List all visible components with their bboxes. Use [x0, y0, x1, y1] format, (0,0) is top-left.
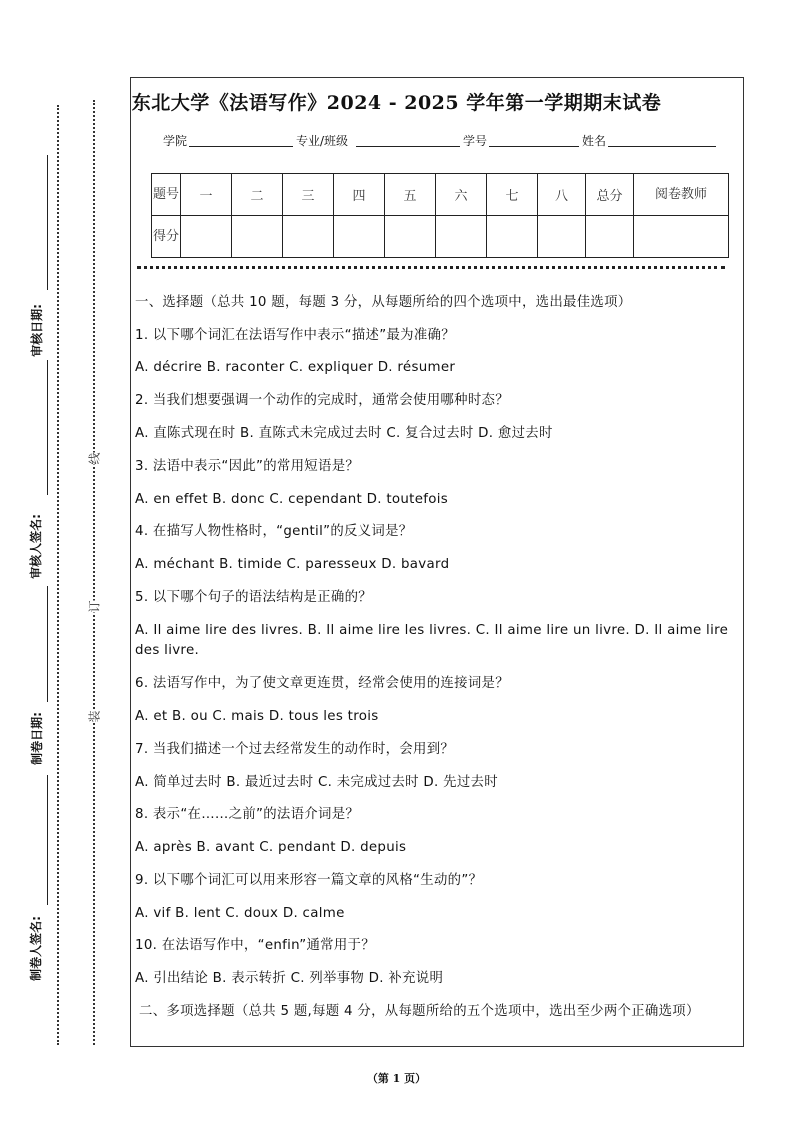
name-field[interactable]: [608, 146, 716, 147]
score-header-7: 七: [487, 174, 538, 216]
answer-8: A. après B. avant C. pendant D. depuis: [135, 840, 407, 855]
question-3: 3. 法语中表示“因此”的常用短语是？: [135, 459, 360, 474]
score-cell-1[interactable]: [181, 216, 232, 258]
score-cell-5[interactable]: [385, 216, 436, 258]
maker-sign-label: 制卷人签名:: [28, 916, 43, 981]
score-header-6: 六: [436, 174, 487, 216]
score-header-5: 五: [385, 174, 436, 216]
question-1: 1. 以下哪个词汇在法语写作中表示“描述”最为准确？: [135, 328, 455, 343]
binding-dotted-line: [93, 100, 95, 1045]
score-row-label: 得分: [152, 216, 181, 258]
make-date-label: 制卷日期:: [29, 712, 44, 765]
score-header-8: 八: [538, 174, 586, 216]
score-header-4: 四: [334, 174, 385, 216]
answer-5: A. Il aime lire des livres. B. Il aime lire les livres. C. Il aime lire un livre. D. Il aime lire des livre.: [135, 623, 729, 658]
score-cell-6[interactable]: [436, 216, 487, 258]
answer-7: A. 简单过去时 B. 最近过去时 C. 未完成过去时 D. 先过去时: [135, 775, 498, 790]
section1-heading: 一、选择题（总共 10 题，每题 3 分，从每题所给的四个选项中，选出最佳选项）: [135, 295, 632, 310]
score-header-total: 总分: [586, 174, 634, 216]
score-cell-grader[interactable]: [634, 216, 729, 258]
answer-6: A. et B. ou C. mais D. tous les trois: [135, 709, 379, 724]
school-label: 学院: [163, 134, 188, 148]
score-cell-total[interactable]: [586, 216, 634, 258]
answer-1: A. décrire B. raconter C. expliquer D. résumer: [135, 360, 456, 375]
major-field[interactable]: [356, 146, 460, 147]
maker-sign-line: [47, 775, 48, 905]
review-date-label: 审核日期:: [29, 304, 44, 357]
answer-4: A. méchant B. timide C. paresseux D. bavard: [135, 557, 450, 572]
major-label: 专业/班级: [296, 134, 349, 148]
score-header-3: 三: [283, 174, 334, 216]
id-field[interactable]: [489, 146, 579, 147]
answer-2: A. 直陈式现在时 B. 直陈式未完成过去时 C. 复合过去时 D. 愈过去时: [135, 426, 553, 441]
question-5: 5. 以下哪个句子的语法结构是正确的？: [135, 590, 372, 605]
section-divider: [137, 266, 725, 269]
review-date-line: [47, 155, 48, 290]
left-dotted-border: [57, 105, 59, 1045]
score-header-number: 题号: [152, 174, 181, 216]
binding-mark-xian: 线: [87, 452, 102, 465]
answer-9: A. vif B. lent C. doux D. calme: [135, 906, 345, 921]
page-number: （第 1 页）: [366, 1072, 427, 1085]
score-cell-8[interactable]: [538, 216, 586, 258]
score-header-2: 二: [232, 174, 283, 216]
question-6: 6. 法语写作中，为了使文章更连贯，经常会使用的连接词是？: [135, 676, 509, 691]
reviewer-sign-label: 审核人签名:: [28, 514, 43, 579]
score-cell-7[interactable]: [487, 216, 538, 258]
answer-10: A. 引出结论 B. 表示转折 C. 列举事物 D. 补充说明: [135, 971, 444, 986]
id-label: 学号: [463, 134, 488, 148]
exam-title: 东北大学《法语写作》2024 - 2025 学年第一学期期末试卷: [131, 92, 662, 114]
binding-mark-ding: 订: [87, 600, 102, 613]
reviewer-sign-line: [47, 360, 48, 495]
answer-3: A. en effet B. donc C. cependant D. toutefois: [135, 492, 449, 507]
question-10: 10. 在法语写作中，“enfin”通常用于？: [135, 938, 375, 953]
make-date-line: [47, 586, 48, 702]
score-table: [151, 173, 729, 258]
score-cell-4[interactable]: [334, 216, 385, 258]
score-cell-3[interactable]: [283, 216, 334, 258]
score-header-1: 一: [181, 174, 232, 216]
question-7: 7. 当我们描述一个过去经常发生的动作时，会用到？: [135, 742, 455, 757]
question-4: 4. 在描写人物性格时，“gentil”的反义词是？: [135, 524, 413, 539]
question-2: 2. 当我们想要强调一个动作的完成时，通常会使用哪种时态？: [135, 393, 509, 408]
score-header-grader: 阅卷教师: [634, 174, 729, 216]
score-cell-2[interactable]: [232, 216, 283, 258]
binding-mark-zhuang: 装: [87, 710, 102, 723]
question-9: 9. 以下哪个词汇可以用来形容一篇文章的风格“生动的”？: [135, 873, 483, 888]
section2-heading: 二、多项选择题（总共 5 题,每题 4 分，从每题所给的五个选项中，选出至少两个正确选项）: [139, 1004, 700, 1019]
name-label: 姓名: [582, 134, 607, 148]
question-8: 8. 表示“在……之前”的法语介词是？: [135, 807, 360, 822]
school-field[interactable]: [189, 146, 293, 147]
